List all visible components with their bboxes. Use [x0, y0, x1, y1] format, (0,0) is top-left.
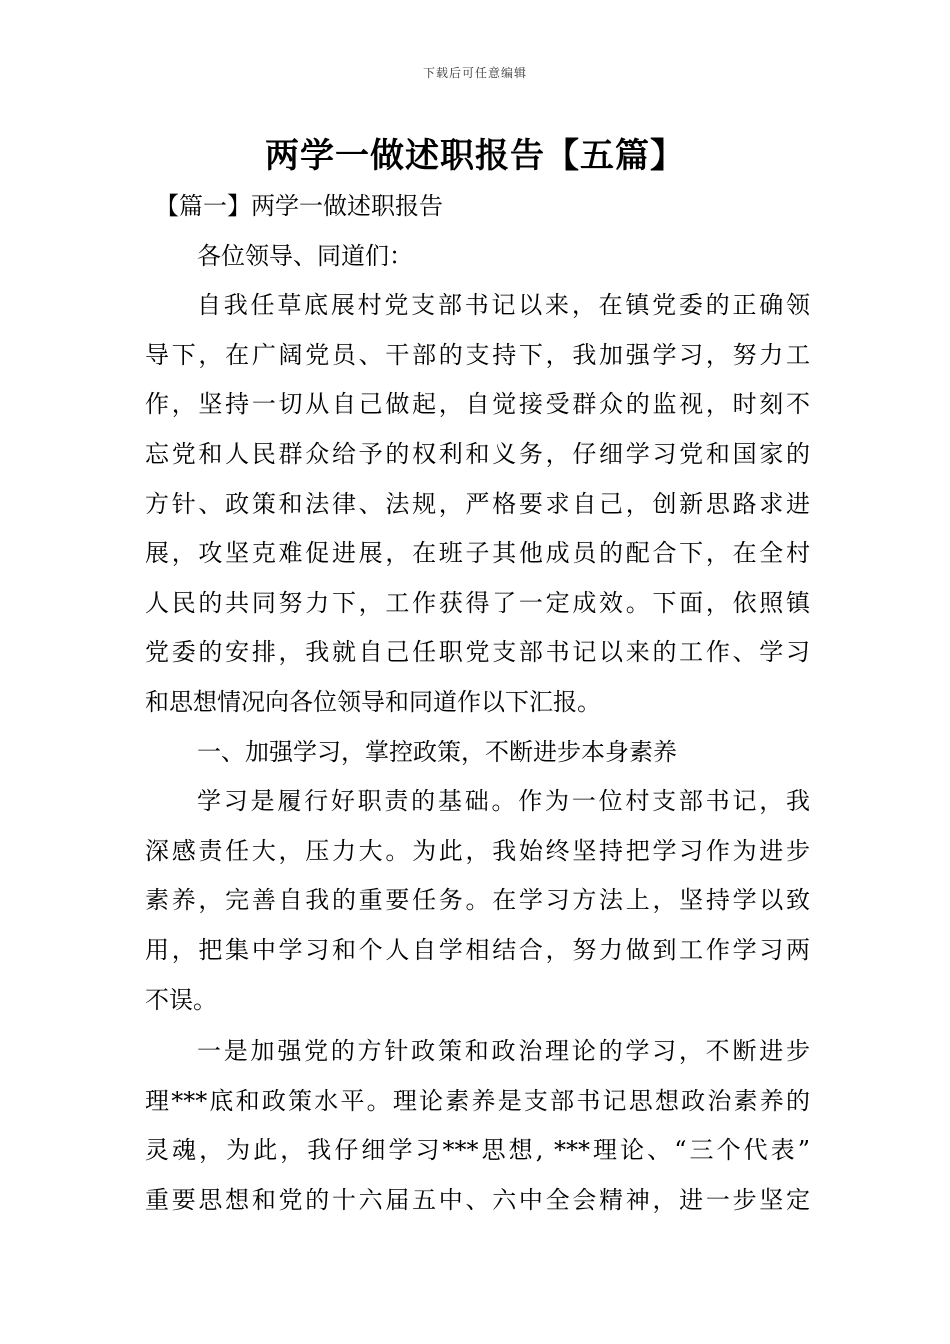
paragraph-line: 一是加强党的方针政策和政治理论的学习，不断进步 — [197, 1037, 810, 1066]
paragraph-line: 导下，在广阔党员、干部的支持下，我加强学习，努力工 — [145, 340, 810, 369]
paragraph-line: 人民的共同努力下，工作获得了一定成效。下面，依照镇 — [145, 588, 810, 617]
paragraph-line: 方针、政策和法律、法规，严格要求自己，创新思路求进 — [145, 489, 810, 518]
section-heading: 【篇一】两学一做述职报告 — [155, 192, 443, 220]
paragraph-line: 忘党和人民群众给予的权利和义务，仔细学习党和国家的 — [145, 439, 810, 468]
paragraph-line: 和思想情况向各位领导和同道作以下汇报。 — [145, 687, 601, 716]
subsection-heading — [145, 728, 810, 778]
paragraph-line: 展，攻坚克难促进展，在班子其他成员的配合下，在全村 — [145, 539, 810, 568]
paragraph-line: 作，坚持一切从自己做起，自觉接受群众的监视，时刻不 — [145, 390, 810, 419]
download-note: 下载后可任意编辑 — [422, 66, 527, 80]
paragraph-line: 党委的安排，我就自己任职党支部书记以来的工作、学习 — [145, 638, 810, 667]
document-body — [145, 182, 810, 1225]
paragraph-theory — [145, 1027, 810, 1225]
document-title: 两学一做述职报告【五篇】 — [265, 136, 685, 176]
paragraph-intro — [145, 281, 810, 727]
paragraph-line: 深感责任大，压力大。为此，我始终坚持把学习作为进步 — [145, 836, 810, 865]
paragraph-line: 用，把集中学习和个人自学相结合，努力做到工作学习两 — [145, 935, 810, 964]
paragraph-study — [145, 777, 810, 1025]
paragraph-line: 素养，完善自我的重要任务。在学习方法上，坚持学以致 — [145, 886, 810, 915]
paragraph-line: 一、加强学习，掌控政策，不断进步本身素养 — [197, 737, 677, 766]
paragraph-line: 自我任草底展村党支部书记以来，在镇党委的正确领 — [197, 291, 810, 320]
salutation: 各位领导、同道们： — [197, 241, 413, 270]
paragraph-line: 理***底和政策水平。理论素养是支部书记思想政治素养的 — [145, 1086, 810, 1115]
paragraph-line: 灵魂，为此，我仔细学习***思想, ***理论、“三个代表” — [145, 1136, 810, 1165]
paragraph-line: 学习是履行好职责的基础。作为一位村支部书记，我 — [197, 787, 810, 816]
paragraph-line: 不误。 — [145, 985, 217, 1014]
paragraph-line: 重要思想和党的十六届五中、六中全会精神，进一步坚定 — [145, 1185, 810, 1214]
